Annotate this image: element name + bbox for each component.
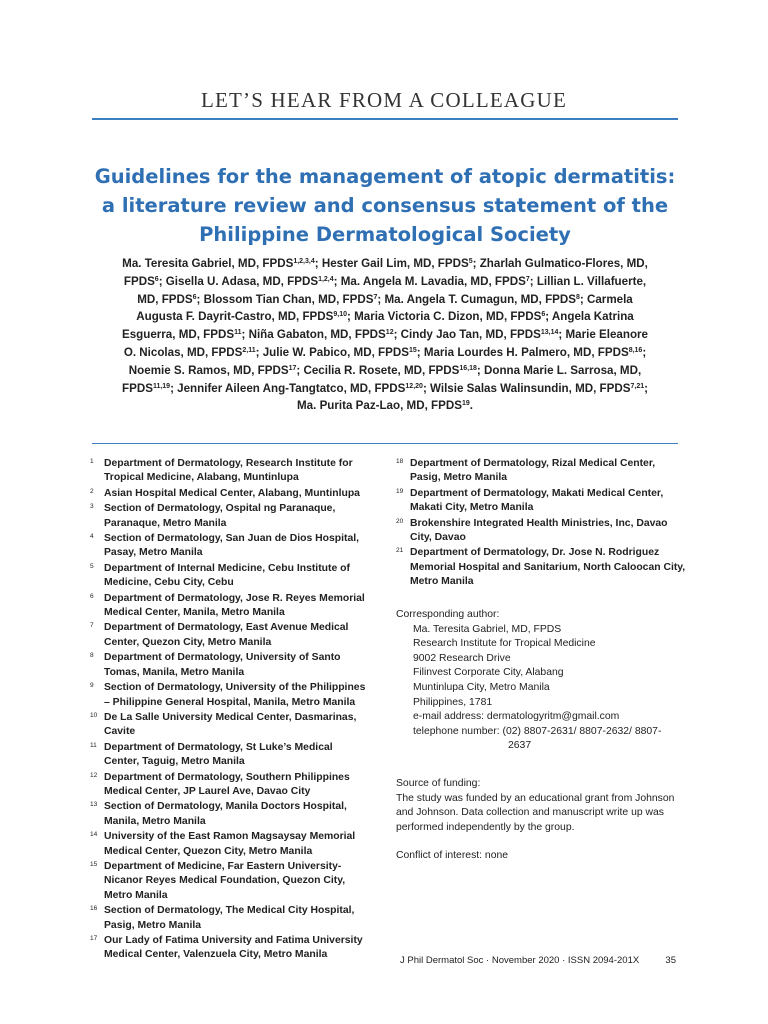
- corresponding-line: Muntinlupa City, Metro Manila: [413, 681, 550, 693]
- affiliation-number: 15: [90, 860, 98, 868]
- affiliation-line: Section of Dermatology, San Juan de Dios Hospital,: [104, 533, 359, 545]
- affiliation-item: [90, 562, 380, 591]
- affiliation-number: 19: [396, 487, 404, 495]
- affiliation-line: Department of Dermatology, Rizal Medical Center,: [410, 458, 656, 469]
- affiliation-line: Our Lady of Fatima University and Fatima University: [104, 935, 363, 946]
- affiliation-item: [90, 741, 380, 770]
- author-text: ; Lillian L. Villafuerte,: [529, 274, 647, 288]
- title-line: Philippine Dermatological Society: [199, 223, 571, 246]
- affiliation-marker: 19: [461, 400, 470, 408]
- section-divider: [92, 443, 678, 444]
- corresponding-phone: telephone number: (02) 8807-2631/ 8807-2632/ 8807-: [413, 725, 662, 737]
- author-text: ; Niña Gabaton, MD, FPDS: [241, 328, 386, 342]
- affiliation-marker: 6: [192, 293, 197, 301]
- affiliation-item: [90, 651, 380, 680]
- journal-citation: J Phil Dermatol Soc · November 2020 · ISSN 2094-201X: [400, 955, 640, 966]
- affiliation-marker: 7,21: [630, 382, 645, 390]
- affiliation-line: Makati City, Metro Manila: [410, 502, 534, 514]
- affiliation-line: Center, Taguig, Metro Manila: [104, 756, 245, 768]
- corresponding-line: Research Institute for Tropical Medicine: [413, 638, 596, 650]
- affiliation-line: Pasig, Metro Manila: [104, 919, 202, 931]
- author-text: FPDS: [123, 274, 155, 288]
- affiliation-number: 11: [90, 741, 97, 749]
- affiliation-line: Cavite: [104, 726, 136, 738]
- affiliation-text: [104, 621, 380, 650]
- affiliation-marker: 15: [408, 346, 417, 354]
- affiliation-item: [396, 517, 686, 546]
- affiliation-text: [104, 741, 380, 770]
- author-text: ;: [644, 381, 648, 395]
- author-text: ; Maria Lourdes H. Palmero, MD, FPDS: [416, 345, 629, 359]
- author-text: FPDS: [122, 381, 153, 395]
- affiliation-item: [90, 592, 380, 621]
- affiliation-marker: 12,20: [405, 382, 423, 390]
- affiliation-item: [90, 502, 380, 531]
- author-text: ; Donna Marie L. Sarrosa, MD,: [476, 363, 642, 377]
- affiliation-line: Department of Dermatology, University of Santo: [104, 652, 341, 664]
- affiliation-item: [90, 771, 380, 800]
- affiliation-item: [90, 830, 380, 859]
- corresponding-author-block: [396, 608, 686, 754]
- affiliations-right-column: [396, 457, 686, 591]
- affiliation-line: Department of Dermatology, Research Institute for: [104, 458, 353, 469]
- affiliation-item: [90, 532, 380, 561]
- affiliation-number: 21: [396, 547, 404, 555]
- affiliation-text: [104, 502, 380, 531]
- affiliation-text: [104, 934, 380, 963]
- affiliation-line: Center, Quezon City, Metro Manila: [104, 636, 272, 648]
- funding-label: Source of funding:: [396, 778, 481, 789]
- affiliation-text: [104, 904, 380, 933]
- affiliation-marker: 5: [468, 258, 473, 265]
- author-text: MD, FPDS: [137, 292, 193, 306]
- author-text: ; Marie Eleanore: [558, 328, 648, 342]
- author-text: ; Carmela: [579, 292, 633, 306]
- conflict-of-interest: Conflict of interest: none: [396, 850, 509, 861]
- author-text: ; Ma. Angela M. Lavadia, MD, FPDS: [333, 274, 526, 288]
- affiliation-marker: 6: [541, 311, 546, 319]
- affiliation-line: Paranaque, Metro Manila: [104, 517, 227, 529]
- affiliation-line: Section of Dermatology, Manila Doctors Hospital,: [104, 801, 347, 813]
- affiliation-number: 18: [396, 458, 404, 465]
- author-line: [100, 344, 670, 362]
- affiliation-number: 20: [396, 517, 404, 525]
- funding-line: The study was funded by an educational grant from Johnson: [396, 792, 675, 804]
- corresponding-email: e-mail address: dermatologyritm@gmail.com: [413, 711, 620, 723]
- author-list: [100, 255, 670, 415]
- author-text: Ma. Teresita Gabriel, MD, FPDS: [122, 257, 294, 270]
- author-line: [100, 273, 670, 291]
- affiliations-left-column: [90, 457, 380, 964]
- affiliation-number: 14: [90, 831, 98, 839]
- affiliation-item: [90, 860, 380, 903]
- affiliation-line: De La Salle University Medical Center, Dasmarinas,: [104, 711, 357, 723]
- affiliation-marker: 9,10: [333, 311, 347, 319]
- author-text: ; Ma. Angela T. Cumagun, MD, FPDS: [377, 292, 576, 306]
- author-text: ; Blossom Tian Chan, MD, FPDS: [196, 292, 374, 306]
- author-text: ; Wilsie Salas Walinsundin, MD, FPDS: [422, 381, 631, 395]
- affiliation-line: Medical Center, Manila, Metro Manila: [104, 607, 285, 619]
- affiliation-line: Section of Dermatology, University of the Philippines: [104, 682, 366, 694]
- affiliation-line: Pasig, Metro Manila: [410, 472, 508, 484]
- affiliation-text: [104, 711, 380, 740]
- funding-line: performed independently by the group.: [396, 821, 575, 833]
- title-line: Guidelines for the management of atopic dermatitis:: [94, 165, 676, 188]
- author-line: [100, 397, 670, 415]
- affiliation-text: [104, 532, 380, 561]
- affiliation-marker: 6: [154, 275, 159, 283]
- affiliation-text: [410, 517, 686, 546]
- affiliation-line: City, Davao: [410, 532, 466, 544]
- affiliation-line: Metro Manila: [410, 576, 474, 588]
- affiliation-line: Memorial Hospital and Sanitarium, North Caloocan City,: [410, 561, 686, 573]
- affiliation-number: 9: [90, 682, 94, 690]
- affiliation-marker: 17: [288, 364, 297, 372]
- affiliation-line: Department of Dermatology, St Luke’s Medical: [104, 741, 333, 753]
- header-rule: [92, 118, 678, 120]
- affiliation-number: 8: [90, 652, 94, 660]
- author-text: Esguerra, MD, FPDS: [121, 328, 235, 342]
- affiliation-text: [104, 651, 380, 680]
- author-text: ; Zharlah Gulmatico-Flores, MD,: [472, 257, 648, 270]
- corresponding-line: Ma. Teresita Gabriel, MD, FPDS: [413, 623, 562, 635]
- affiliation-line: Department of Internal Medicine, Cebu Institute of: [104, 562, 350, 574]
- affiliation-item: [90, 711, 380, 740]
- author-text: Ma. Purita Paz-Lao, MD, FPDS: [297, 399, 462, 413]
- affiliation-marker: 16,18: [459, 364, 477, 372]
- affiliation-item: [90, 800, 380, 829]
- affiliation-number: 5: [90, 562, 94, 570]
- author-text: .: [469, 399, 473, 413]
- affiliation-marker: 1,2,3,4: [293, 258, 315, 265]
- page-number: 35: [665, 955, 676, 966]
- author-text: ; Jennifer Aileen Ang-Tangtatco, MD, FPDS: [170, 381, 406, 395]
- affiliation-text: [104, 562, 380, 591]
- affiliation-marker: 1,2,4: [318, 275, 334, 283]
- affiliation-line: Section of Dermatology, Ospital ng Paranaque,: [104, 503, 336, 515]
- affiliation-text: [104, 487, 380, 501]
- author-line: [100, 326, 670, 344]
- affiliation-text: [104, 771, 380, 800]
- affiliation-line: Medical Center, JP Laurel Ave, Davao City: [104, 785, 311, 797]
- affiliation-item: [90, 621, 380, 650]
- affiliation-number: 3: [90, 503, 94, 511]
- affiliation-marker: 7: [525, 275, 530, 283]
- affiliation-line: – Philippine General Hospital, Manila, Metro Manila: [104, 696, 356, 708]
- affiliation-line: University of the East Ramon Magsaysay Memorial: [104, 831, 356, 843]
- affiliation-marker: 11: [234, 329, 242, 337]
- affiliation-marker: 7: [373, 293, 378, 301]
- affiliation-item: [90, 487, 380, 501]
- author-text: ;: [642, 345, 647, 359]
- affiliation-line: Asian Hospital Medical Center, Alabang, Muntinlupa: [104, 487, 360, 499]
- corresponding-line: Filinvest Corporate City, Alabang: [413, 667, 564, 679]
- article-title: [92, 162, 678, 249]
- affiliation-text: [104, 860, 380, 903]
- affiliation-marker: 2,11: [242, 346, 256, 354]
- affiliation-number: 16: [90, 905, 98, 913]
- affiliation-line: Manila, Metro Manila: [104, 815, 206, 827]
- affiliation-line: Section of Dermatology, The Medical City Hospital,: [104, 905, 355, 917]
- affiliation-marker: 11,19: [152, 382, 171, 390]
- author-text: ; Cecilia R. Rosete, MD, FPDS: [296, 363, 460, 377]
- affiliation-text: [104, 457, 380, 486]
- author-text: ; Angela Katrina: [545, 310, 634, 324]
- affiliation-line: Department of Dermatology, Dr. Jose N. Rodriguez: [410, 547, 660, 559]
- affiliation-item: [396, 546, 686, 589]
- affiliation-marker: 12: [385, 329, 394, 337]
- affiliation-line: Department of Dermatology, Makati Medical Center,: [410, 487, 664, 499]
- affiliation-number: 10: [90, 711, 98, 719]
- affiliation-item: [90, 457, 380, 486]
- affiliation-line: Medical Center, Valenzuela City, Metro Manila: [104, 949, 328, 961]
- funding-line: and Johnson. Data collection and manuscript write up was: [396, 807, 664, 819]
- author-line: [100, 308, 670, 326]
- author-text: ; Hester Gail Lim, MD, FPDS: [314, 257, 469, 270]
- affiliation-number: 4: [90, 533, 94, 541]
- affiliation-item: [396, 457, 686, 486]
- affiliation-line: Department of Dermatology, Jose R. Reyes Memorial: [104, 592, 365, 604]
- title-line: a literature review and consensus statement of the: [101, 194, 669, 217]
- affiliation-text: [104, 681, 380, 710]
- author-text: ; Gisella U. Adasa, MD, FPDS: [158, 274, 319, 288]
- affiliation-number: 6: [90, 592, 94, 600]
- affiliation-line: Medicine, Cebu City, Cebu: [104, 577, 234, 589]
- author-line: [100, 291, 670, 309]
- author-text: Augusta F. Dayrit-Castro, MD, FPDS: [136, 310, 334, 324]
- section-header: LET’S HEAR FROM A COLLEAGUE: [200, 88, 568, 112]
- author-text: Noemie S. Ramos, MD, FPDS: [128, 363, 289, 377]
- affiliation-item: [90, 934, 380, 963]
- author-text: ; Maria Victoria C. Dizon, MD, FPDS: [347, 310, 542, 324]
- affiliation-line: Medical Center, Quezon City, Metro Manila: [104, 845, 313, 857]
- affiliation-number: 2: [90, 487, 94, 495]
- affiliation-text: [104, 592, 380, 621]
- affiliation-marker: 8: [576, 293, 580, 301]
- affiliation-number: 13: [90, 801, 98, 809]
- author-line: [100, 255, 670, 273]
- affiliation-text: [410, 487, 686, 516]
- affiliation-marker: 8,16: [628, 346, 643, 354]
- affiliation-line: Pasay, Metro Manila: [104, 547, 203, 559]
- affiliation-marker: 13,14: [540, 329, 559, 337]
- affiliation-text: [410, 457, 686, 486]
- corresponding-line: Philippines, 1781: [413, 696, 493, 708]
- affiliation-number: 17: [90, 935, 98, 942]
- affiliation-item: [90, 904, 380, 933]
- author-text: O. Nicolas, MD, FPDS: [123, 345, 243, 359]
- affiliation-number: 1: [90, 458, 94, 465]
- funding-block: [396, 777, 686, 835]
- corresponding-phone-continuation: 2637: [508, 740, 532, 752]
- affiliation-line: Department of Medicine, Far Eastern University-: [104, 860, 342, 872]
- author-text: ; Cindy Jao Tan, MD, FPDS: [393, 328, 541, 342]
- affiliation-text: [104, 830, 380, 859]
- corresponding-line: 9002 Research Drive: [413, 652, 511, 664]
- affiliation-number: 7: [90, 622, 94, 630]
- affiliation-item: [90, 681, 380, 710]
- author-line: [100, 380, 670, 398]
- affiliation-item: [396, 487, 686, 516]
- affiliation-line: Nicanor Reyes Medical Foundation, Quezon City,: [104, 875, 346, 887]
- affiliation-line: Department of Dermatology, East Avenue Medical: [104, 622, 349, 634]
- author-text: ; Julie W. Pabico, MD, FPDS: [255, 345, 409, 359]
- affiliation-line: Brokenshire Integrated Health Ministries, Inc, Davao: [410, 517, 668, 529]
- affiliation-line: Department of Dermatology, Southern Philippines: [104, 771, 350, 783]
- affiliation-line: Metro Manila: [104, 889, 168, 901]
- affiliation-line: Tomas, Manila, Metro Manila: [104, 666, 245, 678]
- affiliation-line: Tropical Medicine, Alabang, Muntinlupa: [104, 472, 299, 484]
- affiliation-text: [410, 546, 686, 589]
- author-line: [100, 362, 670, 380]
- affiliation-text: [104, 800, 380, 829]
- corresponding-label: Corresponding author:: [396, 609, 500, 620]
- affiliation-number: 12: [90, 771, 98, 779]
